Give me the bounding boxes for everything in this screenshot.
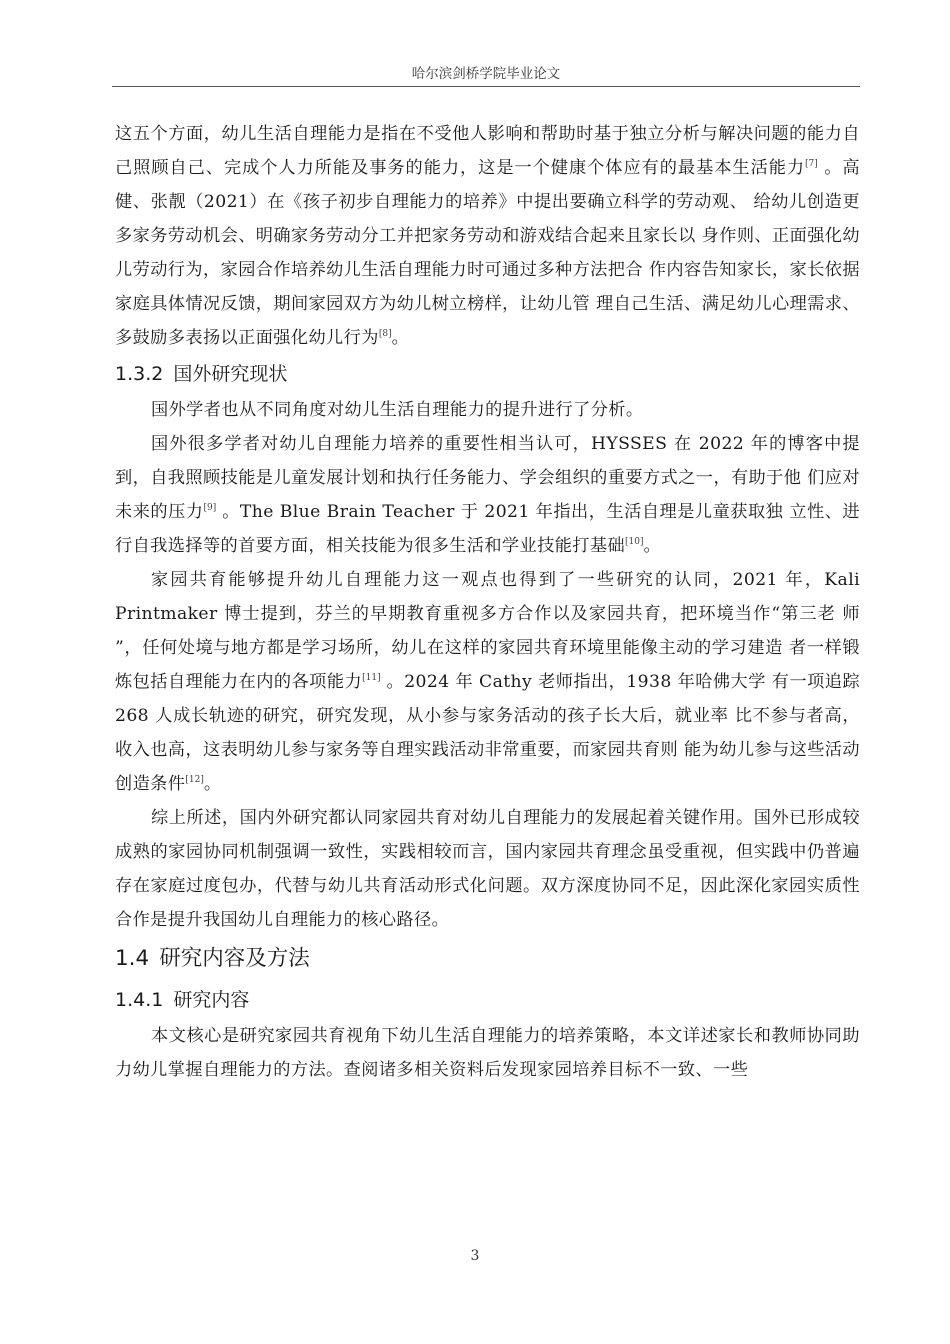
paragraph-home-school-coeducation: [115, 563, 860, 801]
paragraph-text: 。: [391, 328, 410, 348]
citation-ref: [12]: [185, 775, 204, 785]
section-number: 1.3.2: [115, 363, 164, 385]
citation-ref: [9]: [203, 503, 217, 513]
paragraph-text: 国外学者也从不同角度对幼儿生活自理能力的提升进行了分析。: [151, 400, 644, 420]
paragraph-text: 。2024 年 Cathy 老师指出，1938 年哈佛大学 有一项追踪 268 人成长轨迹的研究，研究发现，从小参与家务活动的孩子长大后，就业率 比不参与者高，收入也高，这表明幼儿参与家务等自理实践活动非常重要，而家园共育则 能为幼儿参与这些活动创造条件: [115, 672, 860, 794]
paragraph-text: 。: [643, 536, 662, 556]
heading-1-4-1: [115, 981, 860, 1019]
paragraph-text: 。: [203, 774, 222, 794]
section-title: 研究内容: [173, 989, 250, 1011]
paragraph-domestic-research-continued: [115, 117, 860, 355]
paragraph-text: 这五个方面，幼儿生活自理能力是指在不受他人影响和帮助时基于独立分析与解决问题的能力自己照顾自己、完成个人力所能及事务的能力，这是一个健康个体应有的最基本生活能力: [115, 124, 860, 178]
heading-1-3-2: [115, 355, 860, 393]
paragraph-text: 国外很多学者对幼儿自理能力培养的重要性相当认可，HYSSES 在 2022 年的博客中提 到，自我照顾技能是儿童发展计划和执行任务能力、学会组织的重要方式之一，有助于他 们应对未来的压力: [115, 434, 860, 522]
paragraph-text: 。The Blue Brain Teacher 于 2021 年指出，生活自理是儿童获取独 立性、进行自我选择等的首要方面，相关技能为很多生活和学业技能打基础: [115, 502, 860, 556]
section-title: 研究内容及方法: [159, 946, 310, 971]
paragraph-foreign-intro: [115, 393, 860, 427]
paragraph-research-content: [115, 1019, 860, 1087]
paragraph-text: 本文核心是研究家园共育视角下幼儿生活自理能力的培养策略，本文详述家长和教师协同助力幼儿掌握自理能力的方法。查阅诸多相关资料后发现家园培养目标不一致、一些: [115, 1026, 860, 1080]
section-number: 1.4.1: [115, 989, 164, 1011]
paragraph-text: 综上所述，国内外研究都认同家园共育对幼儿自理能力的发展起着关键作用。国外已形成较成熟的家园协同机制强调一致性，实践相较而言，国内家园共育理念虽受重视，但实践中仍普遍存在家庭过度包办，代替与幼儿共育活动形式化问题。双方深度协同不足，因此深化家园实质性合作是提升我国幼儿自理能力的核心路径。: [115, 808, 860, 930]
paragraph-text: 家园共育能够提升幼儿自理能力这一观点也得到了一些研究的认同，2021 年，Kali Printmaker 博士提到，芬兰的早期教育重视多方合作以及家园共育，把环境当作“第三老 师 ”，任何处境与地方都是学习场所，幼儿在这样的家园共育环境里能像主动的学习建造 者一样锻炼包括自理能力在内的各项能力: [115, 570, 860, 692]
running-header: 哈尔滨剑桥学院毕业论文: [411, 66, 561, 82]
header-rule: [112, 86, 860, 87]
section-title: 国外研究现状: [173, 363, 288, 385]
paragraph-foreign-importance: [115, 427, 860, 563]
heading-1-4: [115, 937, 860, 981]
citation-ref: [11]: [362, 673, 381, 683]
paragraph-summary: [115, 801, 860, 937]
page-number: 3: [470, 1248, 480, 1264]
citation-ref: [8]: [378, 329, 392, 339]
citation-ref: [7]: [805, 159, 818, 169]
citation-ref: [10]: [625, 537, 644, 547]
paragraph-text: 。高健、张靓（2021）在《孩子初步自理能力的培养》中提出要确立科学的劳动观、 给幼儿创造更多家务劳动机会、明确家务劳动分工并把家务劳动和游戏结合起来且家长以 身作则、正面强化幼儿劳动行为，家园合作培养幼儿生活自理能力时可通过多种方法把合 作内容告知家长，家长依据家庭具体情况反馈，期间家园双方为幼儿树立榜样，让幼儿管 理自己生活、满足幼儿心理需求、多鼓励多表扬以正面强化幼儿行为: [115, 158, 860, 348]
section-number: 1.4: [115, 946, 150, 971]
page-body: [115, 117, 860, 1087]
